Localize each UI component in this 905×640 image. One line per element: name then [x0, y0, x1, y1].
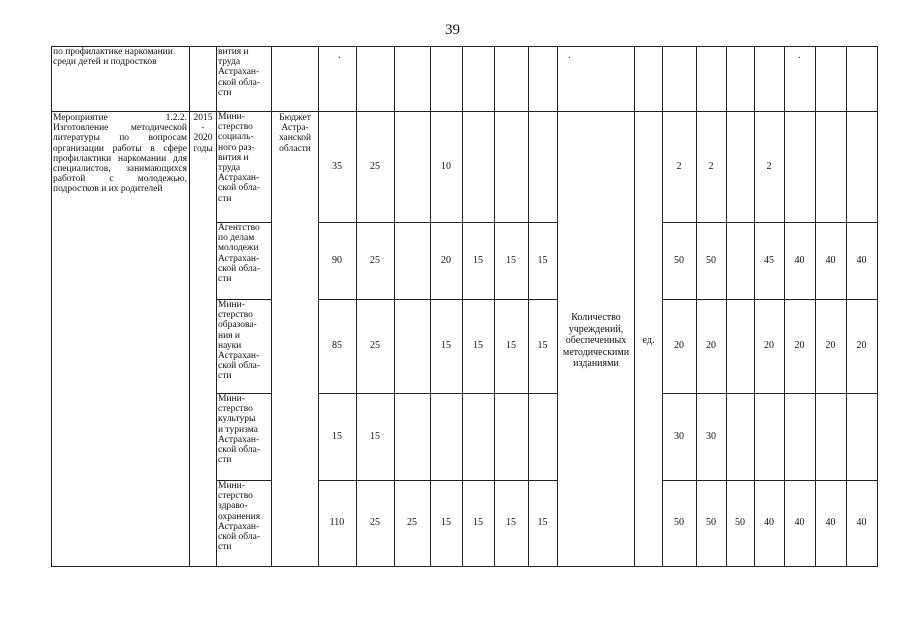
target-value: 40: [856, 517, 867, 528]
grid-vline: [462, 46, 463, 567]
grid-vline: [726, 46, 727, 567]
target-value: 20: [706, 340, 716, 351]
grid-vline: [754, 46, 755, 567]
target-value: 50: [735, 517, 745, 528]
target-value: 40: [764, 517, 774, 528]
finance-value: 15: [473, 517, 483, 528]
page-number: 39: [445, 22, 460, 38]
event-continuation: по профилактике наркомании среди детей и подростков: [53, 47, 173, 68]
executor-cell: Мини- стерство образова- ния и науки Астрахан- ской обла- сти: [218, 300, 261, 382]
grid-vline: [634, 46, 635, 567]
grid-vline: [494, 46, 495, 567]
target-value: 20: [856, 340, 867, 351]
finance-value: 15: [506, 340, 516, 351]
target-value: 30: [706, 431, 716, 442]
finance-value: 15: [537, 517, 548, 528]
target-value: 2: [708, 161, 714, 172]
finance-value: 10: [441, 161, 451, 172]
grid-hline: [662, 299, 878, 300]
grid-hline: [662, 480, 878, 481]
grid-vline: [815, 46, 816, 567]
grid-vline: [51, 46, 52, 567]
table-mark: .: [568, 50, 571, 61]
grid-vline: [394, 46, 395, 567]
event-description: Мероприятие 1.2.2. Изготовление методической литературы по вопросам организации работы в сфере профилактики наркомании для специалистов, занимающихся работой с молодежью, подростков и их родителей: [53, 113, 187, 195]
grid-hline: [318, 393, 558, 394]
finance-value: 35: [332, 161, 342, 172]
grid-hline: [51, 566, 878, 567]
target-value: 2: [676, 161, 682, 172]
target-value: 2: [766, 161, 772, 172]
target-value: 40: [825, 517, 836, 528]
grid-vline: [846, 46, 847, 567]
finance-value: 15: [473, 255, 483, 266]
grid-hline: [662, 393, 878, 394]
table-mark: .: [338, 50, 341, 61]
finance-value: 15: [370, 431, 380, 442]
finance-value: 25: [370, 517, 380, 528]
target-value: 50: [674, 517, 684, 528]
finance-value: 15: [332, 431, 342, 442]
target-value: 40: [825, 255, 836, 266]
grid-vline: [784, 46, 785, 567]
executor-cell: Мини- стерство культуры и туризма Астрахан- ской обла- сти: [218, 394, 261, 466]
grid-hline: [318, 480, 558, 481]
finance-value: 25: [407, 517, 417, 528]
executor-cell: Мини- стерство социаль- ного раз- вития и труда Астрахан- ской обла- сти: [218, 112, 261, 204]
target-value: 20: [674, 340, 684, 351]
indicator-name: Количество учреждений, обеспеченных методическими изданиями: [562, 312, 630, 369]
event-period: 2015 - 2020 годы: [193, 113, 213, 154]
grid-vline: [557, 46, 558, 567]
target-value: 50: [674, 255, 684, 266]
target-value: 40: [794, 255, 805, 266]
grid-vline: [662, 46, 663, 567]
finance-value: 15: [441, 517, 451, 528]
grid-hline: [51, 111, 878, 112]
finance-value: 15: [537, 255, 548, 266]
executor-cell: вития и труда Астрахан- ской обла- сти: [218, 47, 261, 98]
finance-value: 15: [506, 255, 516, 266]
finance-value: 25: [370, 340, 380, 351]
target-value: 40: [856, 255, 867, 266]
target-value: 20: [764, 340, 774, 351]
target-value: 50: [706, 517, 716, 528]
grid-vline: [318, 46, 319, 567]
finance-value: 15: [537, 340, 548, 351]
target-value: 45: [764, 255, 774, 266]
grid-vline: [216, 46, 217, 567]
finance-value: 25: [370, 161, 380, 172]
executor-cell: Мини- стерство здраво- охранения Астрахан- ской обла- сти: [218, 481, 261, 553]
grid-hline: [662, 222, 878, 223]
finance-value: 15: [473, 340, 483, 351]
target-value: 20: [794, 340, 805, 351]
grid-vline: [528, 46, 529, 567]
finance-value: 15: [506, 517, 516, 528]
target-value: 20: [825, 340, 836, 351]
finance-value: 90: [332, 255, 342, 266]
finance-value: 20: [441, 255, 451, 266]
executor-cell: Агентство по делам молодежи Астрахан- ской обла- сти: [218, 223, 261, 285]
target-value: 50: [706, 255, 716, 266]
finance-value: 110: [329, 517, 345, 528]
target-value: 40: [794, 517, 805, 528]
grid-hline: [318, 222, 558, 223]
grid-vline: [356, 46, 357, 567]
grid-vline: [430, 46, 431, 567]
finance-value: 15: [441, 340, 451, 351]
table-mark: .: [798, 50, 801, 61]
finance-value: 85: [332, 340, 342, 351]
finance-value: 25: [370, 255, 380, 266]
indicator-unit: ед.: [642, 335, 655, 346]
target-value: 30: [674, 431, 684, 442]
grid-vline: [696, 46, 697, 567]
funding-source: Бюджет Астра- ханской области: [278, 113, 312, 154]
grid-vline: [877, 46, 878, 567]
grid-hline: [318, 299, 558, 300]
